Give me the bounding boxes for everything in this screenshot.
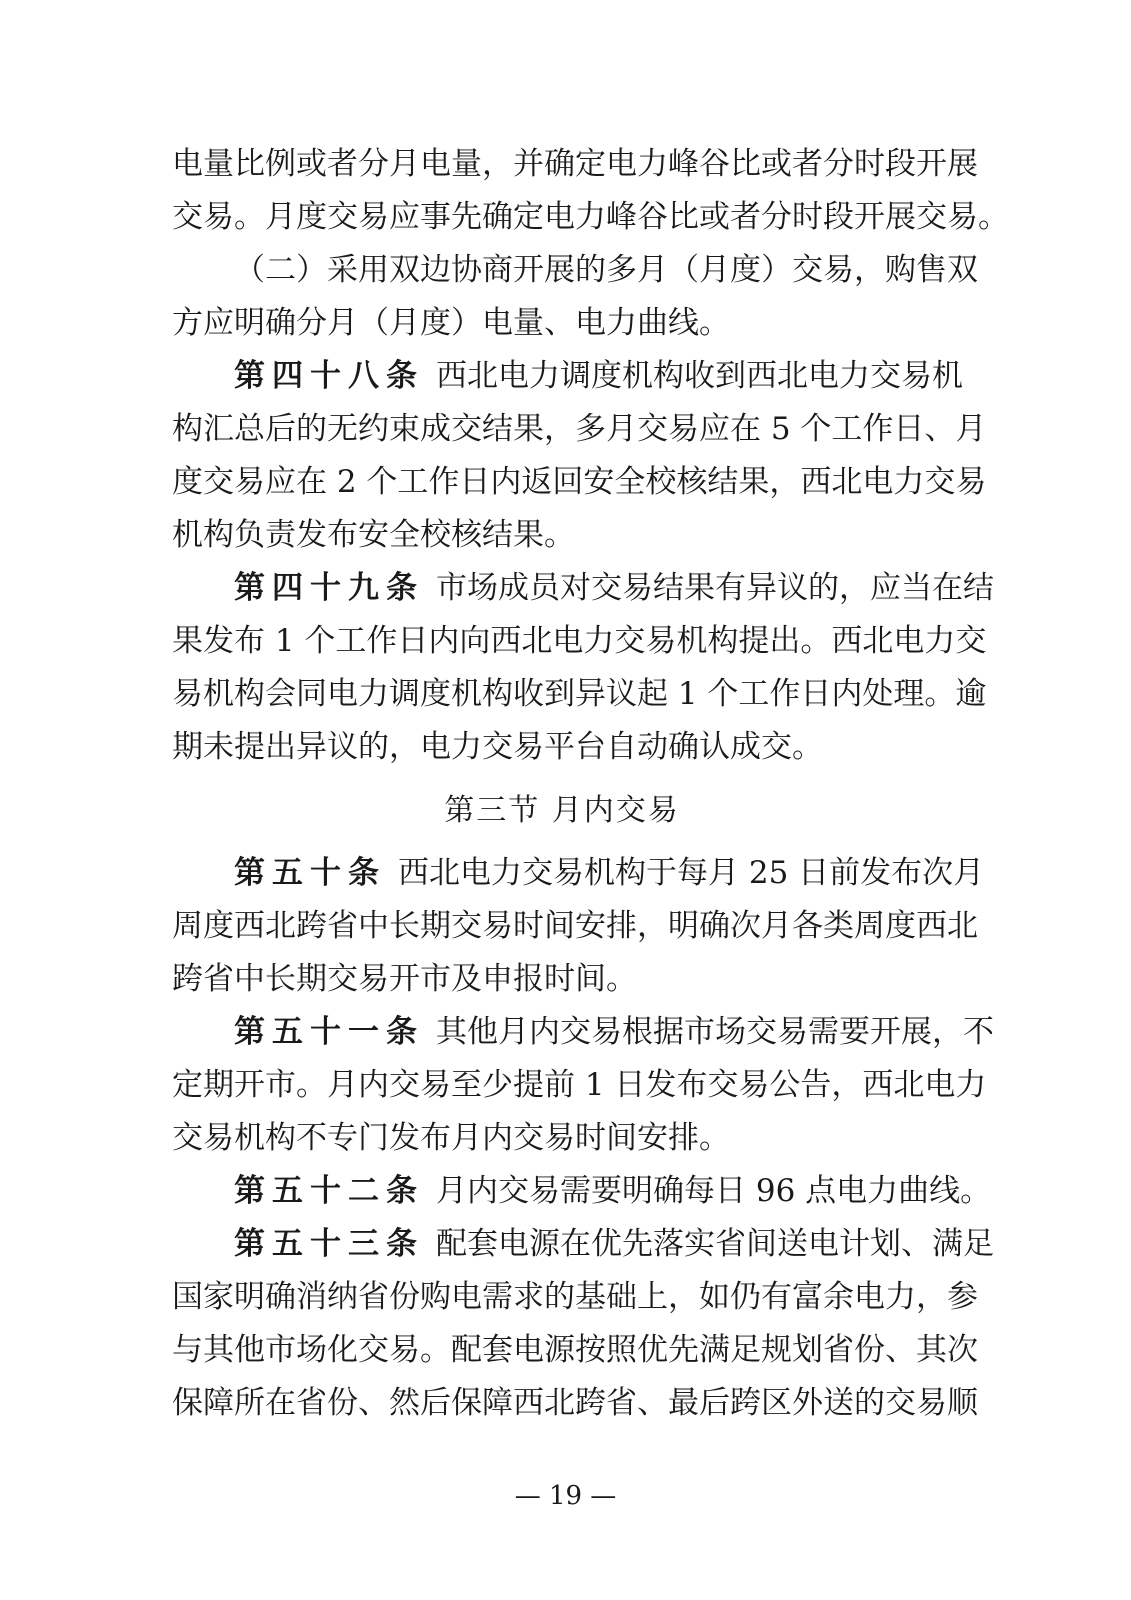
body-line: 保障所在省份、然后保障西北跨省、最后跨区外送的交易顺 (172, 1385, 978, 1421)
article-heading: 第四十九条 (234, 570, 424, 606)
body-line: 机构负责发布安全校核结果。 (172, 517, 575, 553)
article-text: 市场成员对交易结果有异议的，应当在结 (436, 570, 994, 606)
article-text: 配套电源在优先落实省间送电计划、满足 (436, 1226, 994, 1262)
article-49-first-line (234, 558, 994, 618)
section-title: 第三节 月内交易 (444, 793, 680, 828)
article-heading: 第五十三条 (234, 1226, 424, 1262)
body-line: 果发布 1 个工作日内向西北电力交易机构提出。西北电力交 (172, 623, 987, 659)
article-51-first-line (234, 1002, 994, 1062)
article-heading: 第五十一条 (234, 1014, 424, 1050)
body-line: 期未提出异议的，电力交易平台自动确认成交。 (172, 729, 823, 765)
article-text: 月内交易需要明确每日 96 点电力曲线。 (436, 1173, 992, 1209)
article-53-first-line (234, 1214, 994, 1274)
article-text: 西北电力调度机构收到西北电力交易机 (436, 358, 963, 394)
body-line: 与其他市场化交易。配套电源按照优先满足规划省份、其次 (172, 1332, 978, 1368)
body-line: 交易机构不专门发布月内交易时间安排。 (172, 1120, 730, 1156)
article-heading: 第五十二条 (234, 1173, 424, 1209)
body-line: 交易。月度交易应事先确定电力峰谷比或者分时段开展交易。 (172, 199, 1009, 235)
page-number: — 19 — (514, 1481, 617, 1511)
body-line: 度交易应在 2 个工作日内返回安全校核结果，西北电力交易 (172, 464, 987, 500)
body-line: 定期开市。月内交易至少提前 1 日发布交易公告，西北电力 (172, 1067, 987, 1103)
article-text: 其他月内交易根据市场交易需要开展，不 (436, 1014, 994, 1050)
article-heading: 第五十条 (234, 855, 386, 891)
article-heading: 第四十八条 (234, 358, 424, 394)
body-line: 电量比例或者分月电量，并确定电力峰谷比或者分时段开展 (172, 146, 978, 182)
article-48-first-line (234, 346, 963, 406)
body-line: 国家明确消纳省份购电需求的基础上，如仍有富余电力，参 (172, 1279, 978, 1315)
body-line: 易机构会同电力调度机构收到异议起 1 个工作日内处理。逾 (172, 676, 987, 712)
article-52-first-line (234, 1161, 992, 1221)
body-line: 构汇总后的无约束成交结果，多月交易应在 5 个工作日、月 (172, 411, 987, 447)
body-line: 方应明确分月（月度）电量、电力曲线。 (172, 305, 730, 341)
article-text: 西北电力交易机构于每月 25 日前发布次月 (398, 855, 985, 891)
body-line: 周度西北跨省中长期交易时间安排，明确次月各类周度西北 (172, 908, 978, 944)
body-line: （二）采用双边协商开展的多月（月度）交易，购售双 (234, 252, 978, 288)
article-50-first-line (234, 843, 985, 903)
body-line: 跨省中长期交易开市及申报时间。 (172, 961, 637, 997)
